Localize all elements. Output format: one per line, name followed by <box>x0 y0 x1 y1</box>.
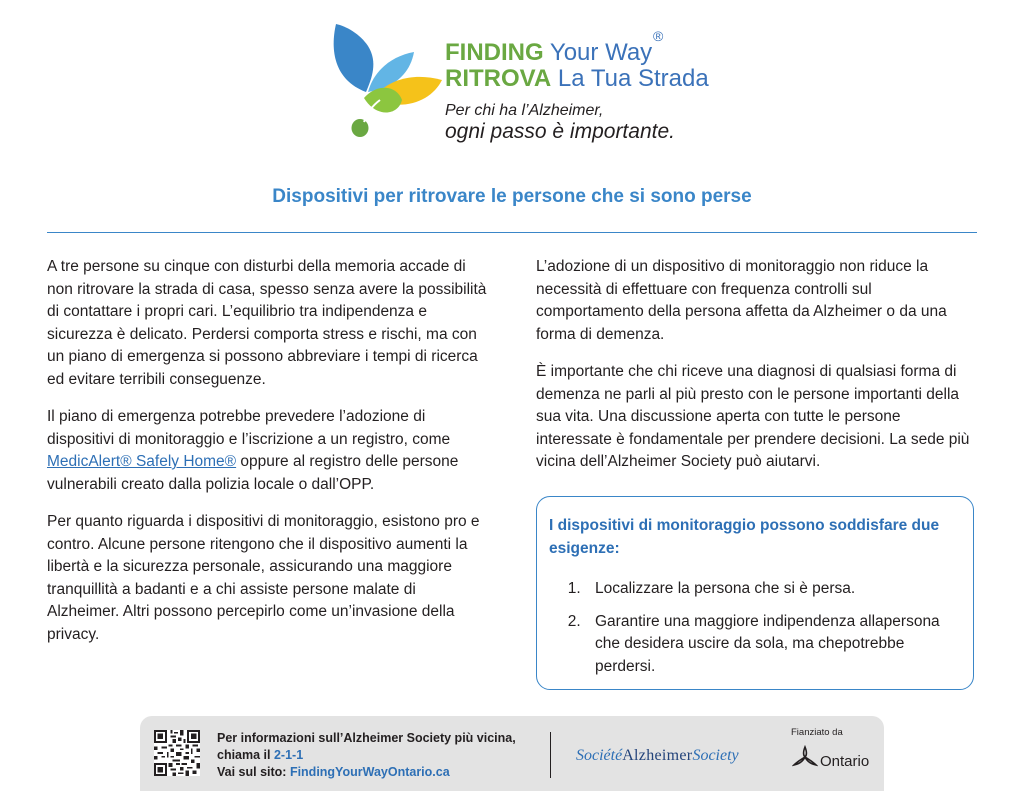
title-divider <box>47 232 977 233</box>
brand-title-english: FINDING Your Way <box>445 39 653 66</box>
page-title: Dispositivi per ritrovare le persone che si sono perse <box>272 186 752 207</box>
alzheimer-society-logo: SociétéAlzheimerSociety <box>576 747 739 764</box>
trillium-icon <box>792 745 818 769</box>
list-item: 2. Garantire una maggiore indipendenza allapersona che desidera uscire da sola, ma chepotrebbe perdersi. <box>585 611 957 679</box>
brand-tagline-line1: Per chi ha l’Alzheimer, <box>445 102 604 119</box>
brand-block <box>445 28 709 144</box>
phone-number[interactable]: 2-1-1 <box>273 748 304 762</box>
paragraph: È importante che chi riceve una diagnosi di qualsiasi forma di demenza ne parli al più presto con le persone importanti della sua vita. Una discussione aperta con tutte le persone interessate è fondamentale per prendere decisioni. La sede più vicina dell’Alzheimer Society può aiutarvi. <box>536 363 970 470</box>
funded-by-label: Fianziato da <box>791 727 843 738</box>
medicalert-link[interactable]: MedicAlert® Safely Home® <box>47 453 237 470</box>
brand-title-italian: RITROVA La Tua Strada <box>445 65 709 92</box>
callout-title: I dispositivi di monitoraggio possono soddisfare due esigenze: <box>549 517 940 557</box>
registered-mark: ® <box>653 28 664 44</box>
footer-bar <box>140 716 884 791</box>
qr-code-icon[interactable] <box>154 730 200 776</box>
right-column <box>536 256 976 489</box>
paragraph: L’adozione di un dispositivo di monitoraggio non riduce la necessità di effettuare con frequenza controlli sul comportamento della persona affetta da Alzheimer o da una forma di demenza. <box>536 258 947 343</box>
ontario-logo: Ontario <box>792 745 818 774</box>
paragraph: A tre persone su cinque con disturbi della memoria accade di non ritrovare la strada di casa, spesso senza avere la possibilità di contattare i propri cari. L’equilibrio tra indipendenza e sicurezza è delicato. Perdersi comporta stress e rischi, ma con un piano di emergenza si possono abbreviare i tempi di ricerca ed evitare terribili conseguenze. <box>47 258 487 388</box>
website-link[interactable]: FindingYourWayOntario.ca <box>289 765 450 779</box>
left-column <box>47 256 487 661</box>
footer-contact: Per informazioni sull’Alzheimer Society più vicina, chiama il 2-1-1 Vai sul sito: FindingYourWayOntario.ca <box>217 731 516 779</box>
footer-divider <box>550 732 551 778</box>
paragraph: Il piano di emergenza potrebbe prevedere l’adozione di dispositivi di monitoraggio e l’iscrizione a un registro, come MedicAlert® Safely Home® oppure al registro delle persone vulnerabili creato dalla polizia locale o dall’OPP. <box>47 408 459 493</box>
callout-box <box>536 496 974 690</box>
list-item: 1. Localizzare la persona che si è persa. <box>585 578 957 601</box>
brand-tagline-line2: ogni passo è importante. <box>445 120 675 143</box>
callout-list <box>549 578 957 678</box>
finding-your-way-logo-icon <box>328 22 446 144</box>
paragraph: Per quanto riguarda i dispositivi di monitoraggio, esistono pro e contro. Alcune persone ritengono che il dispositivo aumenti la libertà e la sicurezza personale, assicurando una maggiore tranquillità a badanti e a chi assiste persone malate di Alzheimer. Altri possono percepirlo come un’invasione della privacy. <box>47 513 480 643</box>
